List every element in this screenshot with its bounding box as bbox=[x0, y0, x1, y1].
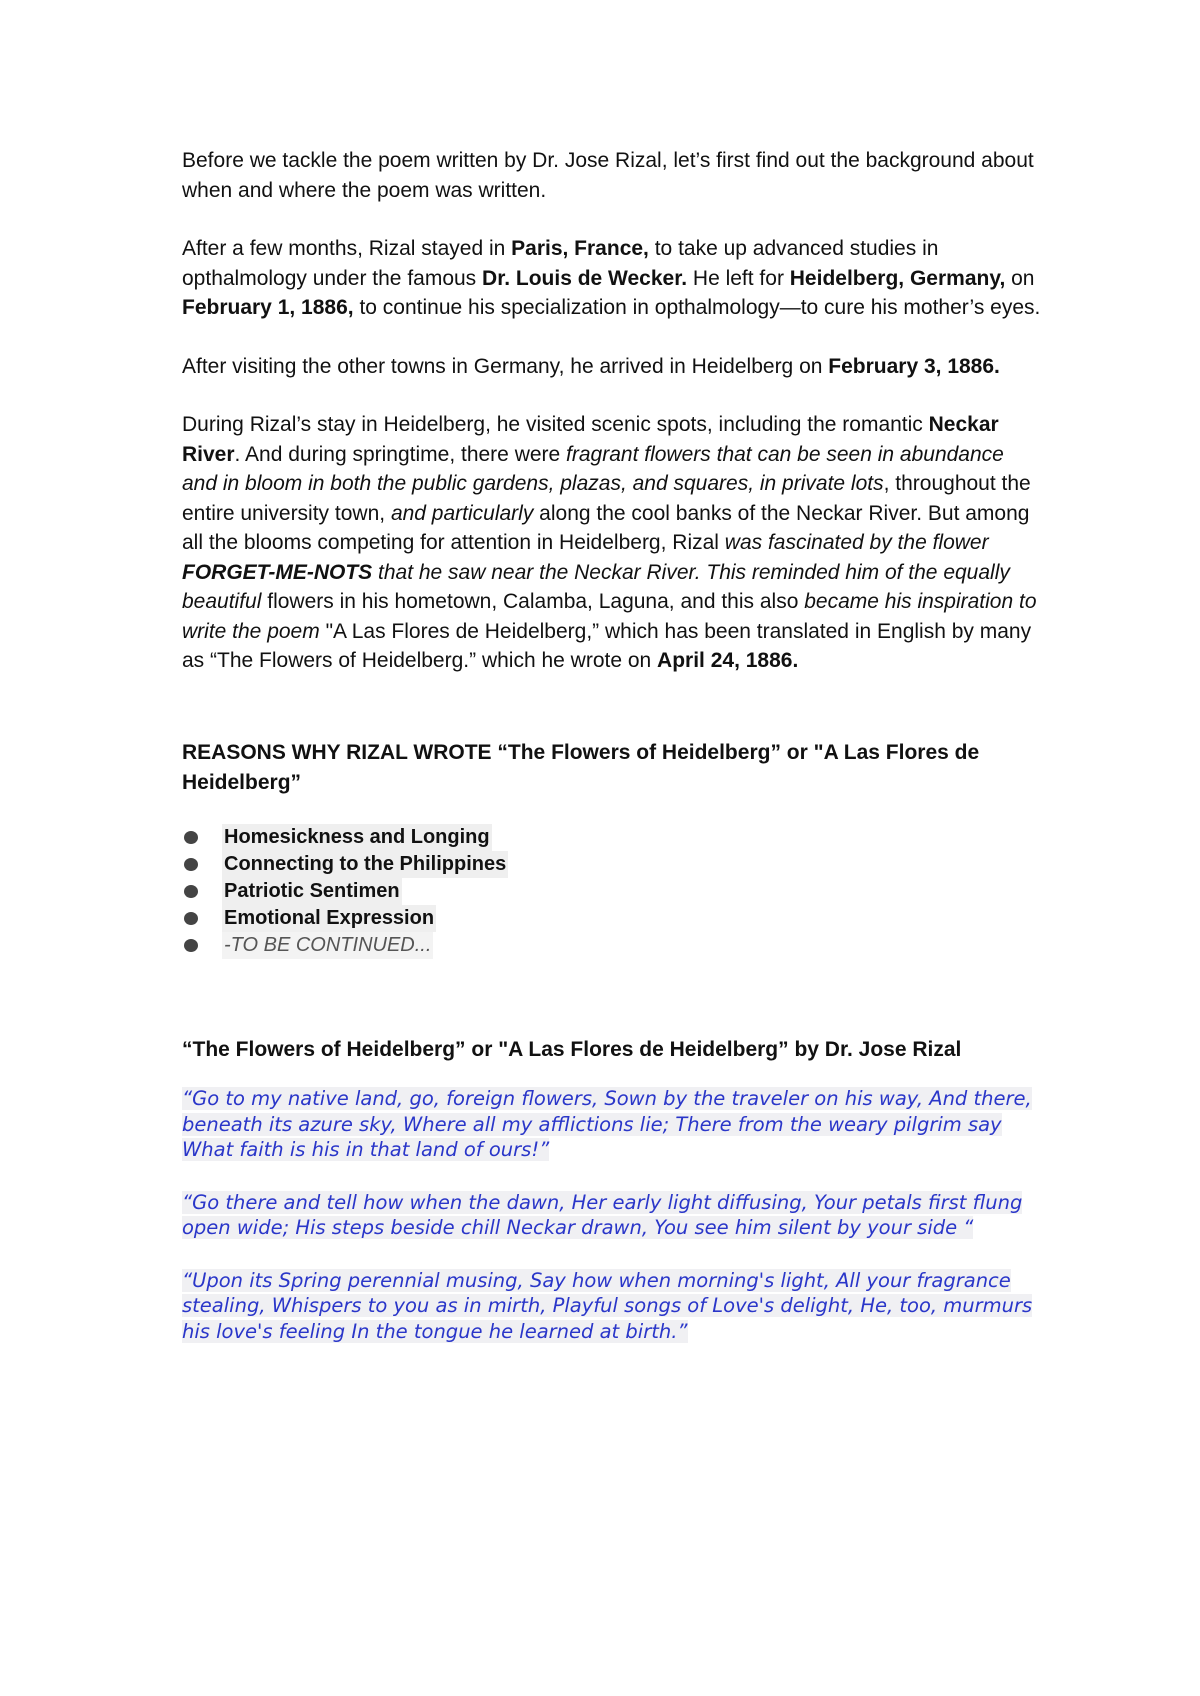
text-run: . And during springtime, there were bbox=[234, 442, 567, 466]
bold-name-wecker: Dr. Louis de Wecker. bbox=[482, 266, 688, 290]
text-run: He left for bbox=[687, 266, 790, 290]
document-page bbox=[182, 146, 1042, 1344]
italic-run: was fascinated by the flower bbox=[724, 531, 989, 554]
bold-neckar-river: Neckar River bbox=[182, 413, 999, 466]
text-run: flowers in his hometown, Calamba, Laguna, and this also bbox=[261, 590, 805, 613]
list-item bbox=[182, 824, 1042, 851]
text-run: to take up advanced studies in opthalmology under the famous bbox=[182, 237, 939, 290]
poem-verse-3 bbox=[182, 1268, 1042, 1345]
intro-paragraph-3 bbox=[182, 352, 1042, 382]
verse-text: “Go there and tell how when the dawn, Her early light diffusing, Your petals first flung open wide; His steps beside chill Neckar drawn, You see him silent by your side “ bbox=[182, 1190, 1023, 1239]
text-run: on bbox=[1005, 266, 1035, 290]
text-run: During Rizal’s stay in Heidelberg, he visited scenic spots, including the romantic bbox=[182, 413, 929, 436]
reason-label: Patriotic Sentimen bbox=[222, 878, 402, 905]
list-item bbox=[182, 851, 1042, 878]
bullet-icon bbox=[184, 939, 198, 952]
poem-verse-1 bbox=[182, 1086, 1042, 1163]
bullet-icon bbox=[184, 885, 198, 898]
text-run: along the cool banks of the Neckar River. But among all the blooms competing for attention in Heidelberg, Rizal bbox=[182, 501, 1030, 554]
italic-run: fragrant flowers that can be seen in abundance and in bloom in both the public gardens, plazas, and squares, in private lots bbox=[182, 442, 1004, 495]
bold-date-april24: April 24, 1886. bbox=[657, 649, 799, 672]
bold-date-feb1: February 1, 1886, bbox=[182, 296, 354, 319]
reasons-list bbox=[182, 824, 1042, 959]
list-item bbox=[182, 932, 1042, 959]
text-run: to continue his specialization in opthalmology—to cure his mother’s eyes. bbox=[353, 296, 1041, 319]
bullet-icon bbox=[184, 912, 198, 925]
italic-run: became his inspiration to write the poem bbox=[182, 590, 1037, 643]
list-item bbox=[182, 878, 1042, 905]
reason-label: Emotional Expression bbox=[222, 905, 436, 932]
intro-paragraph-1: Before we tackle the poem written by Dr. Jose Rizal, let’s first find out the background about when and where the poem was written. bbox=[182, 149, 1034, 202]
intro-paragraph-2 bbox=[182, 234, 1042, 323]
bold-date-feb3: February 3, 1886. bbox=[828, 354, 1000, 378]
text-run: After a few months, Rizal stayed in bbox=[182, 237, 512, 260]
poem-verse-2 bbox=[182, 1190, 1042, 1241]
reason-label: Homesickness and Longing bbox=[222, 824, 492, 851]
reasons-heading: REASONS WHY RIZAL WROTE “The Flowers of Heidelberg” or "A Las Flores de Heidelberg” bbox=[182, 740, 980, 794]
bold-place-heidelberg: Heidelberg, Germany, bbox=[789, 266, 1006, 290]
verse-text: “Go to my native land, go, foreign flowers, Sown by the traveler on his way, And there, beneath its azure sky, Where all my afflictions lie; There from the weary pilgrim say What faith is his in that land of ours!” bbox=[182, 1087, 1032, 1161]
italic-run: and particularly bbox=[390, 501, 534, 525]
bold-place-paris: Paris, France, bbox=[511, 237, 649, 260]
bold-italic-forget-me-nots: FORGET-ME-NOTS bbox=[182, 560, 373, 584]
italic-run: that he saw near the Neckar River. This reminded him of the equally beautiful bbox=[182, 560, 1010, 613]
text-run: , throughout the entire university town, bbox=[182, 472, 1031, 525]
poem-title: “The Flowers of Heidelberg” or "A Las Flores de Heidelberg” by Dr. Jose Rizal bbox=[182, 1037, 962, 1061]
to-be-continued-label: -TO BE CONTINUED... bbox=[222, 932, 433, 959]
reason-label: Connecting to the Philippines bbox=[222, 851, 508, 878]
bullet-icon bbox=[184, 858, 198, 871]
list-item bbox=[182, 905, 1042, 932]
text-run: "A Las Flores de Heidelberg,” which has been translated in English by many as “The Flowers of Heidelberg.” which he wrote on bbox=[182, 619, 1032, 672]
bullet-icon bbox=[184, 831, 198, 844]
verse-text: “Upon its Spring perennial musing, Say how when morning's light, All your fragrance stealing, Whispers to you as in mirth, Playful songs of Love's delight, He, too, murmurs his love's feeling In the tongue he learned at birth.” bbox=[182, 1268, 1033, 1343]
intro-paragraph-4 bbox=[182, 410, 1042, 676]
text-run: After visiting the other towns in Germany, he arrived in Heidelberg on bbox=[182, 354, 829, 378]
